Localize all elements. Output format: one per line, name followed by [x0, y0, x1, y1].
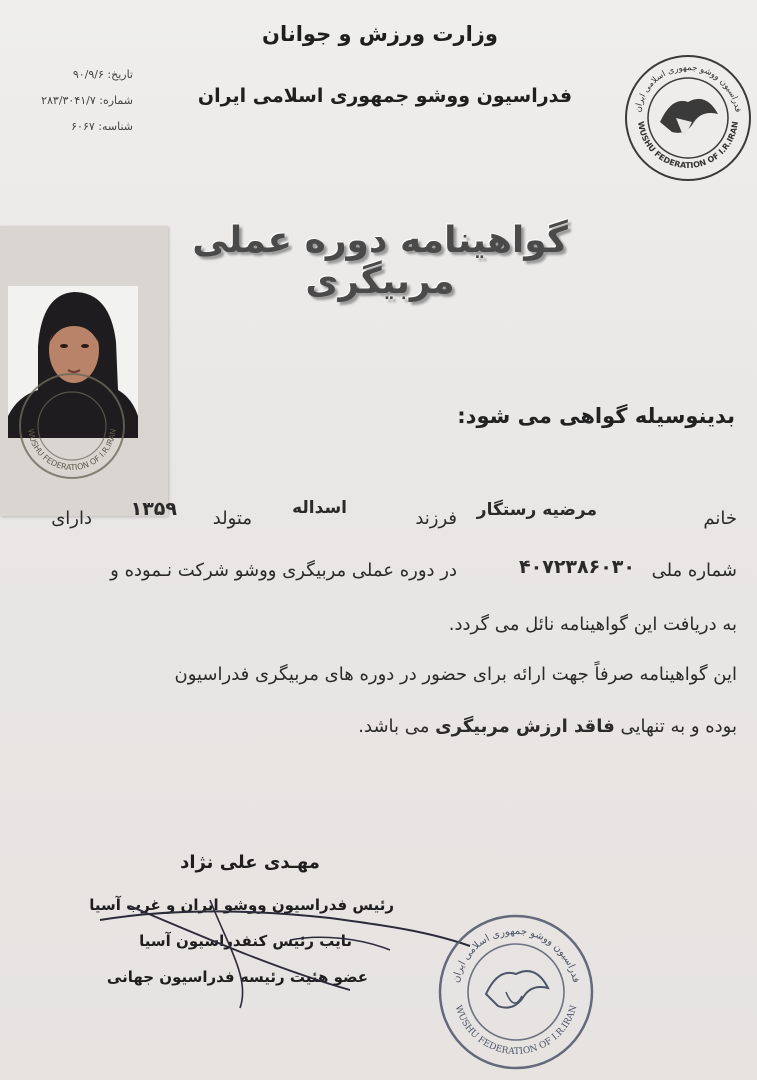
- federation-stamp: [436, 912, 596, 1072]
- holder-name: مرضیه رستگار: [476, 500, 597, 520]
- born-label: متولد: [212, 508, 252, 529]
- federation-title: فدراسیون ووشو جمهوری اسلامی ایران: [197, 85, 573, 107]
- number-line: شماره: ۲۸۳/۳۰۴۱/۷: [41, 94, 133, 107]
- date-line: تاریخ: ۹۰/۹/۶: [72, 68, 133, 81]
- svg-text:WUSHU FEDERATION OF I.R.IRAN: WUSHU FEDERATION OF I.R.IRAN: [452, 1004, 580, 1058]
- federation-logo: [622, 52, 754, 184]
- certificate-line-3: به دریافت این گواهینامه نائل می گردد.: [448, 614, 737, 635]
- certificate-line-5: [15, 716, 737, 737]
- father-name: اسداله: [292, 498, 347, 518]
- handwritten-signature: [90, 880, 490, 1010]
- photo-stamp: [16, 370, 128, 482]
- holder-label: دارای: [51, 508, 92, 529]
- child-of-label: فرزند: [415, 508, 457, 529]
- national-id-label: شماره ملی: [651, 560, 737, 581]
- signatory-role-3: عضو هئیت رئیسه فدراسیون جهانی: [106, 968, 368, 986]
- id-line: شناسه: ۶۰۶۷: [71, 120, 133, 133]
- national-id: ۴۰۷۲۳۸۶۰۳۰: [519, 556, 635, 578]
- svg-text:فدراسیون ووشو جمهوری اسلامی ای: فدراسیون ووشو جمهوری اسلامی ایران: [450, 925, 582, 984]
- line-2-text: در دوره عملی مربیگری ووشو شرکت نـموده و: [110, 560, 457, 581]
- signatory-role-2: نایب رئیس کنفدراسیون آسیا: [139, 932, 352, 950]
- signatory-name: مهـدی علی نژاد: [180, 852, 320, 873]
- line-5-text-a: بوده و به تنهایی: [620, 716, 737, 737]
- svg-text:WUSHU FEDERATION OF I.R.IRAN: WUSHU FEDERATION OF I.R.IRAN: [25, 428, 118, 473]
- ministry-title: وزارت ورزش و جوانان: [262, 22, 498, 46]
- certificate-line-4: این گواهینامه صرفاً جهت ارائه برای حضور در دوره های مربیگری فدراسیون: [174, 664, 737, 685]
- svg-text:فدراسیون ووشو جمهوری اسلامی ای: فدراسیون ووشو جمهوری اسلامی ایران: [633, 62, 743, 114]
- certificate-title: گواهینامه دوره عملی مربیگری: [192, 220, 568, 302]
- prefix-label: خانم: [703, 508, 737, 529]
- signatory-role-1: رئیس فدراسیون ووشو ایران و غرب آسیا: [89, 896, 394, 914]
- svg-text:WUSHU FEDERATION OF I.R.IRAN: WUSHU FEDERATION OF I.R.IRAN: [635, 120, 740, 171]
- line-5-bold: فاقد ارزش مربیگری: [435, 716, 615, 737]
- birth-year: ۱۳۵۹: [130, 498, 177, 520]
- line-5-text-b: می باشد.: [358, 716, 430, 737]
- intro-statement: بدینوسیله گواهی می شود:: [457, 404, 735, 428]
